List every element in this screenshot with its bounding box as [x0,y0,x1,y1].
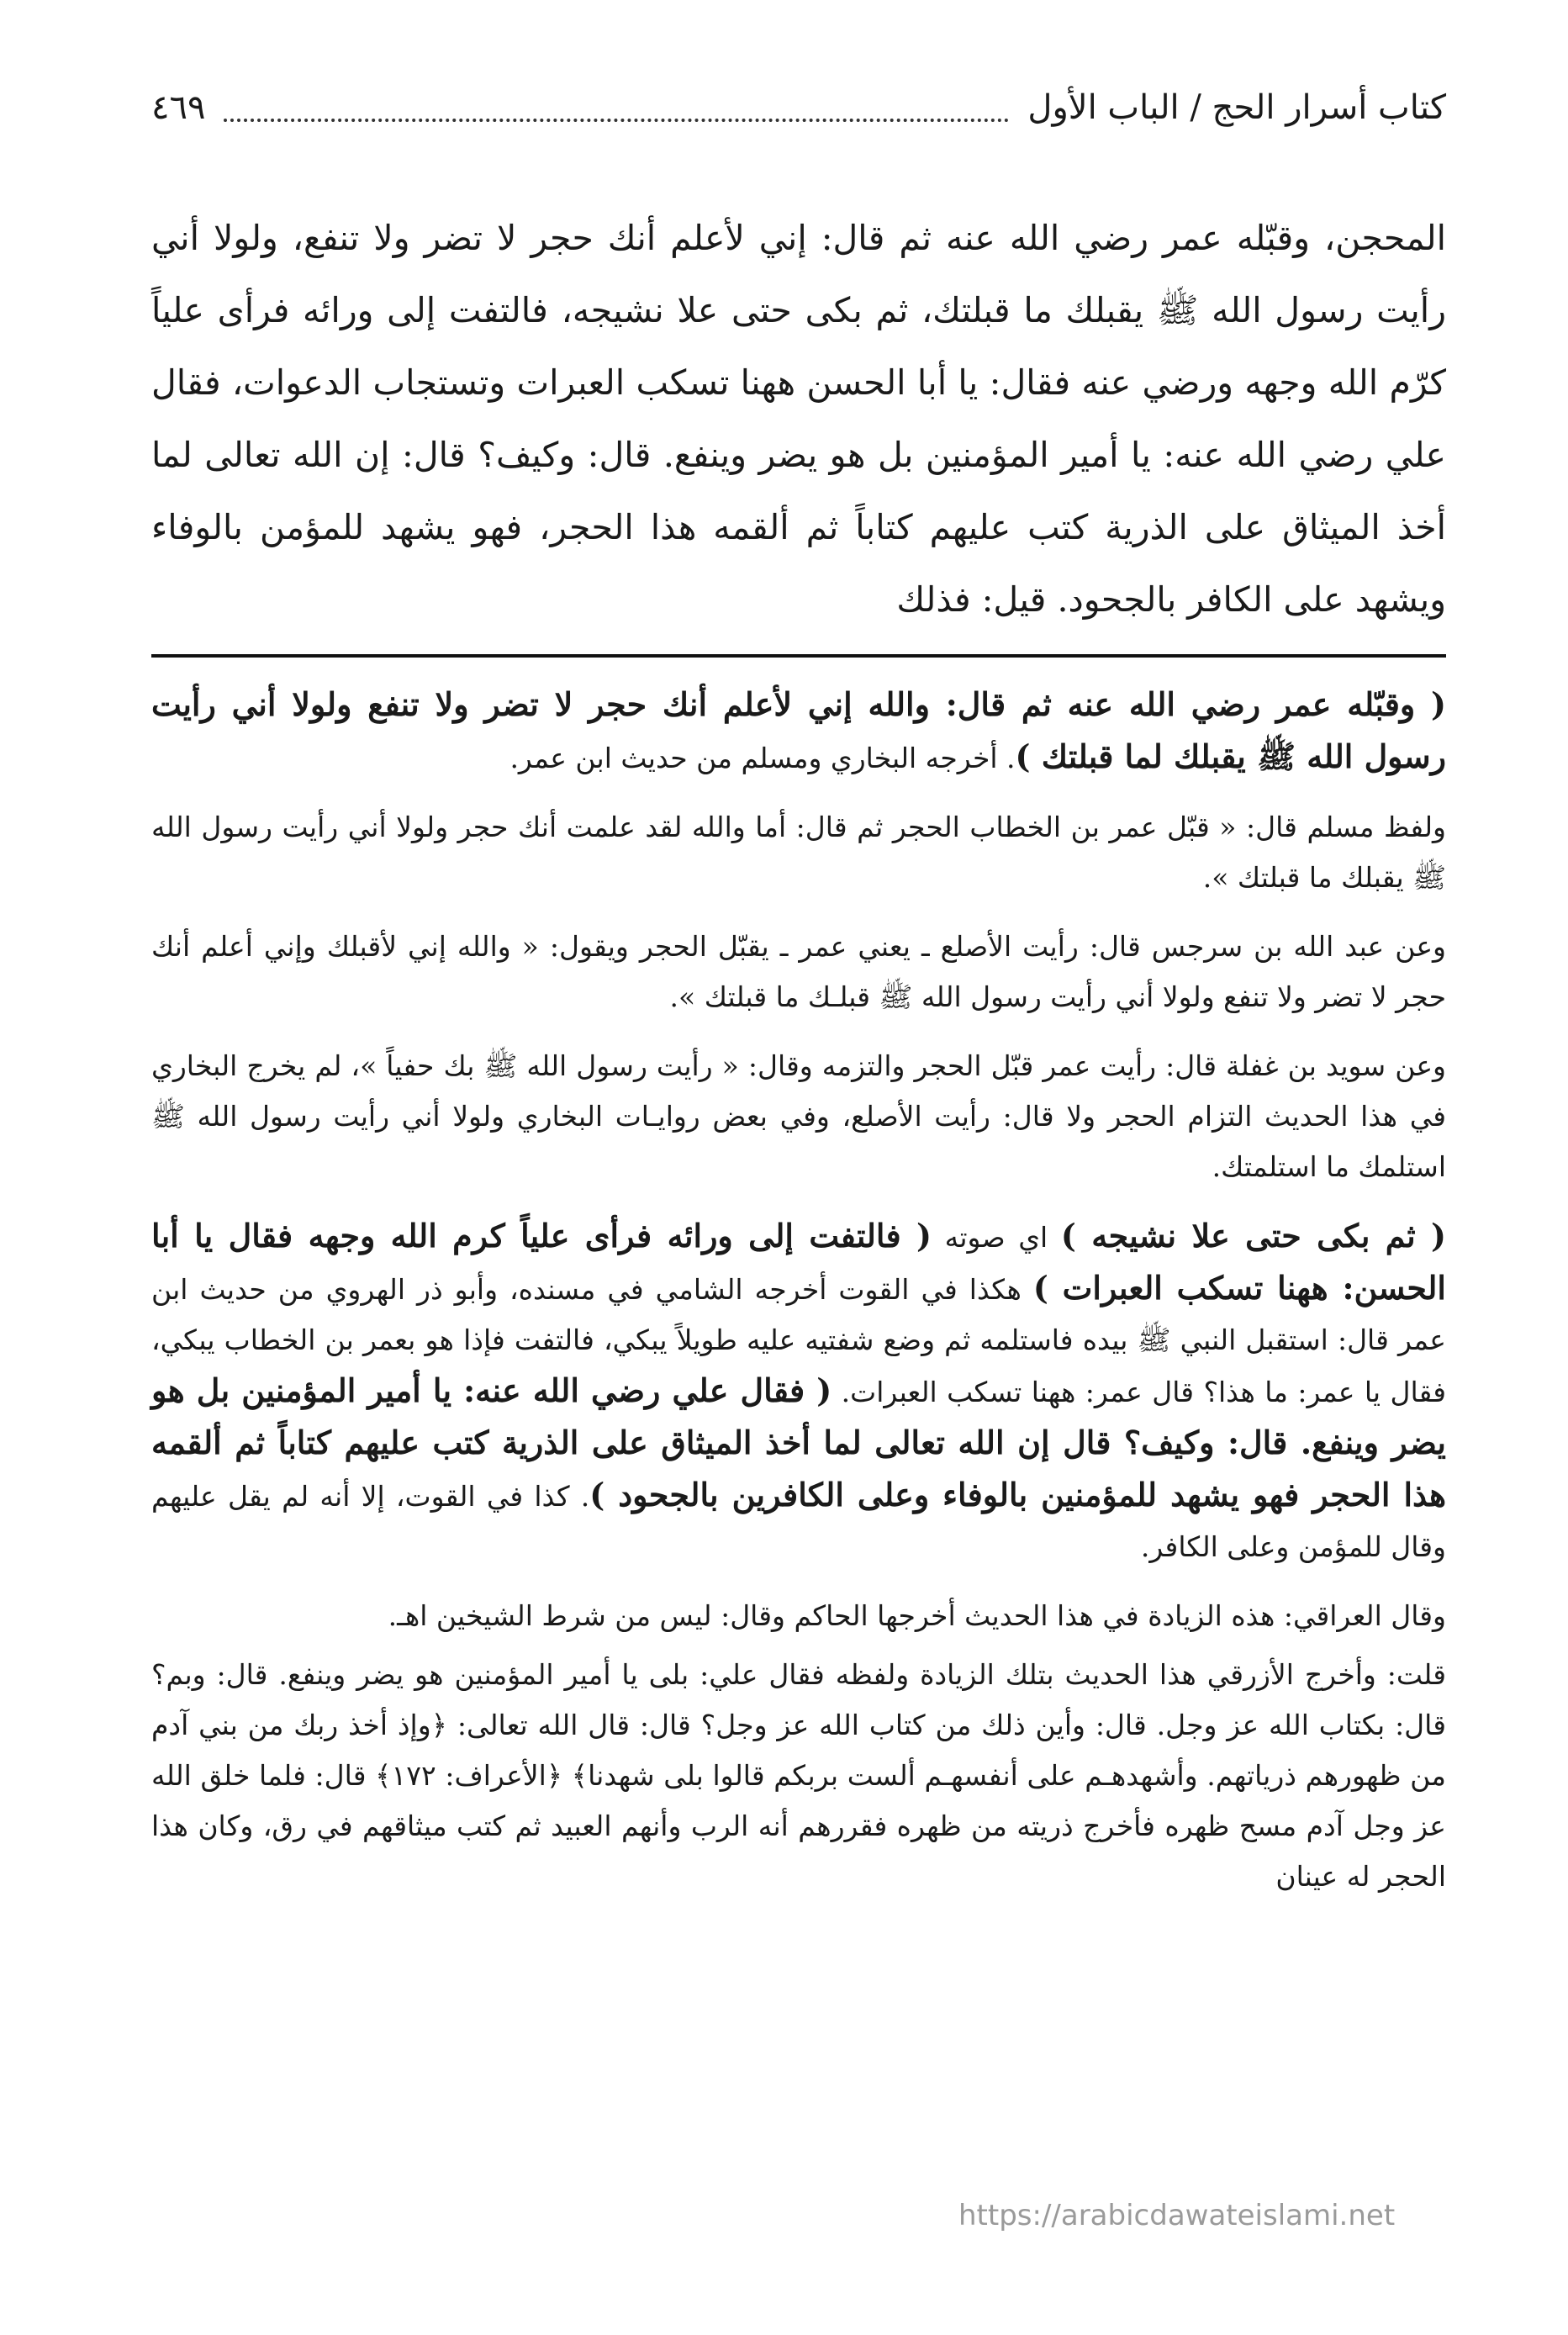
main-paragraph: المحجن، وقبّله عمر رضي الله عنه ثم قال: إني لأعلم أنك حجر لا تضر ولا تنفع، ولولا أني رأيت رسول الله ﷺ يقبلك ما قبلتك، ثم بكى حتى علا نشيجه، فالتفت إلى ورائه فرأى علياً كرّم الله وجهه ورضي عنه فقال: يا أبا الحسن ههنا تسكب العبرات وتستجاب الدعوات، فقال علي رضي الله عنه: يا أمير المؤمنين بل هو يضر وينفع. قال: وكيف؟ قال: إن الله تعالى لما أخذ الميثاق على الذرية كتب عليهم كتاباً ثم ألقمه هذا الحجر، فهو يشهد للمؤمن بالوفاء ويشهد على الكافر بالجحود. قيل: فذلك [151,218,1446,620]
page-number: ٤٦٩ [151,88,206,127]
commentary-paragraph-2: ولفظ مسلم قال: « قبّل عمر بن الخطاب الحجر ثم قال: أما والله لقد علمت أنك حجر ولولا أني رأيت رسول الله ﷺ يقبلك ما قبلتك ». [151,811,1446,894]
commentary-paragraph-3: وعن عبد الله بن سرجس قال: رأيت الأصلع ـ يعني عمر ـ يقبّل الحجر ويقول: « والله إني لأقبلك وإني أعلم أنك حجر لا تضر ولا تنفع ولولا أني رأيت رسول الله ﷺ قبلـك ما قبلتك ». [151,930,1446,1013]
commentary-text-5c: . كذا في القوت، إلا أنه لم يقل عليهم وقال للمؤمن وعلى الكافر. [151,1480,1446,1563]
commentary-paragraph-7: قلت: وأخرج الأزرقي هذا الحديث بتلك الزيادة ولفظه فقال علي: بلى يا أمير المؤمنين هو يضر وينفع. قال: وبم؟ قال: بكتاب الله عز وجل. قال: وأين ذلك من كتاب الله عز وجل؟ قال: قال الله تعالى: ﴿وإذ أخذ ربك من بني آدم من ظهورهم ذرياتهم. وأشهدهـم على أنفسهـم ألست بربكم قالوا بلى شهدنا﴾ ﴿الأعراف: ١٧٢﴾ قال: فلما خلق الله عز وجل آدم مسح ظهره فأخرج ذريته من ظهره فقررهم أنه الرب وأنهم العبيد ثم كتب ميثاقهم في رق، وكان هذا الحجر له عينان [151,1658,1446,1893]
watermark-url: https://arabicdawateislami.net [958,2199,1396,2232]
commentary-text-5a: اي صوته [932,1221,1061,1254]
separator-rule [151,654,1446,658]
book-page [151,0,1446,2335]
quoted-matn-4: ( فقال علي رضي الله عنه: يا أمير المؤمنين بل هو يضر وينفع. قال: وكيف؟ قال إن الله تعالى لما أخذ الميثاق على الذرية كتب عليهم كتاباً ثم ألقمه هذا الحجر فهو يشهد للمؤمنين بالوفاء وعلى الكافرين بالجحود ) [151,1371,1446,1514]
commentary-text-1: . أخرجه البخاري ومسلم من حديث ابن عمر. [509,742,1016,774]
commentary-paragraph-6: وقال العراقي: هذه الزيادة في هذا الحديث أخرجها الحاكم وقال: ليس من شرط الشيخين اهـ. [388,1599,1446,1632]
commentary-text-5b: هكذا في القوت أخرجه الشامي في مسنده، وأبو ذر الهروي من حديث ابن عمر قال: استقبل النبي ﷺ بيده فاستلمه ثم وضع شفتيه عليه طويلاً يبكي، فالتفت فإذا هو بعمر بن الخطاب يبكي، فقال يا عمر: ما هذا؟ قال عمر: ههنا تسكب العبرات. [151,1273,1447,1408]
quoted-matn-1: ( وقبّله عمر رضي الله عنه ثم قال: والله إني لأعلم أنك حجر لا تضر ولا تنفع ولولا أني رأيت رسول الله ﷺ يقبلك لما قبلتك ) [151,685,1446,775]
commentary-paragraph-1 [151,679,1446,784]
dot-leader [224,93,1009,122]
commentary-paragraph-5 [151,1211,1446,1572]
main-text-block [151,202,1446,636]
commentary-block [151,679,1446,1920]
quoted-matn-3: ( فالتفت إلى ورائه فرأى علياً كرم الله وجهه فقال يا أبا الحسن: ههنا تسكب العبرات ) [151,1217,1446,1307]
chapter-title: كتاب أسرار الحج / الباب الأول [1027,88,1446,127]
running-header [151,81,1446,135]
quoted-matn-2: ( ثم بكى حتى علا نشيجه ) [1060,1217,1447,1255]
commentary-paragraph-4: وعن سويد بن غفلة قال: رأيت عمر قبّل الحجر والتزمه وقال: « رأيت رسول الله ﷺ بك حفياً »، لم يخرج البخاري في هذا الحديث التزام الحجر ولا قال: رأيت الأصلع، وفي بعض روايـات البخاري ولولا أني رأيت رسول الله ﷺ استلمك ما استلمتك. [151,1049,1446,1183]
